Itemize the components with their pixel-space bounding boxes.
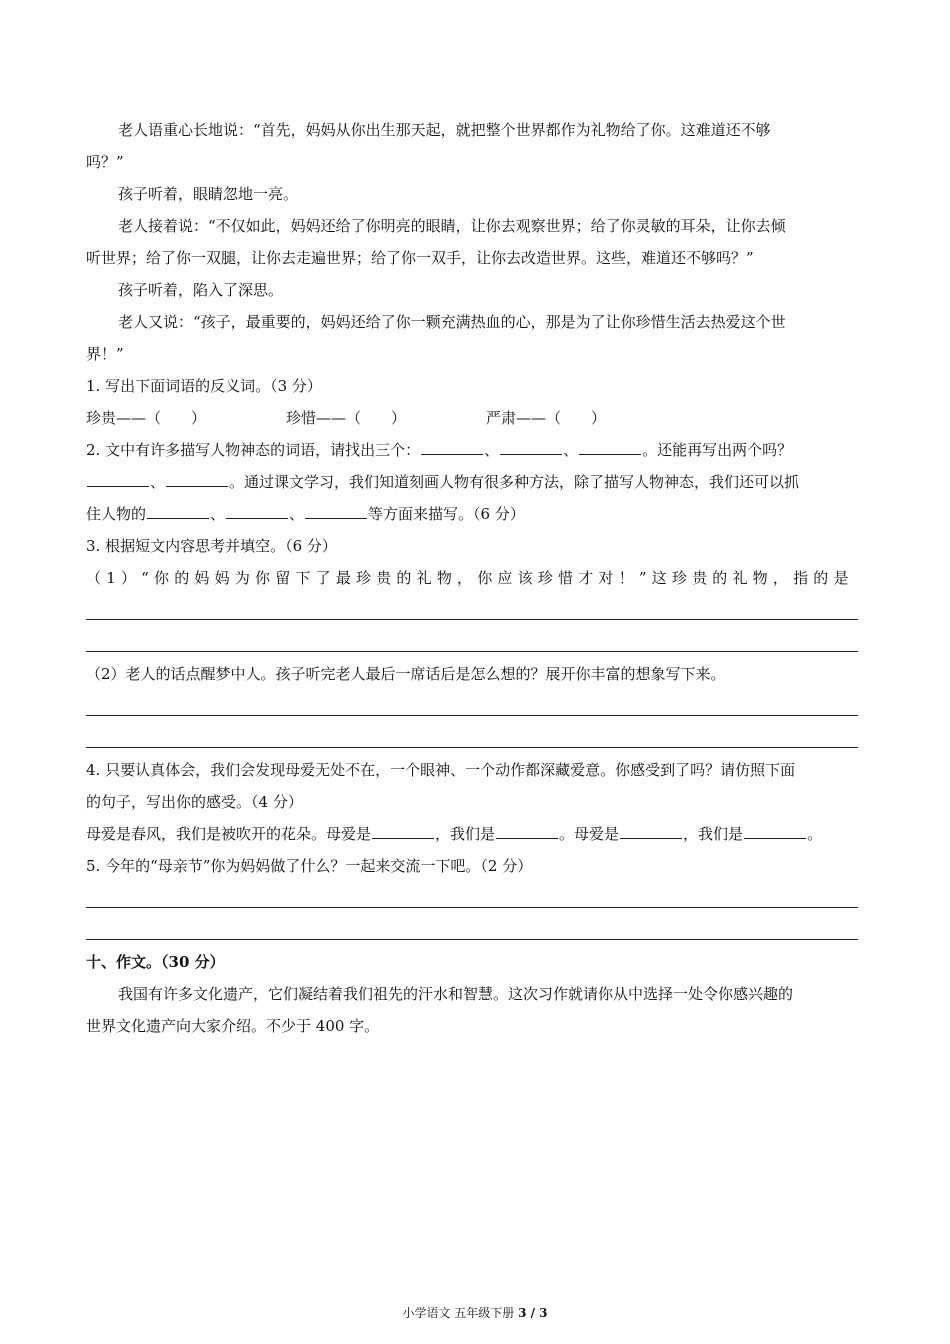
question-4-line-1: 4. 只要认真体会，我们会发现母爱无处不在，一个眼神、一个动作都深藏爱意。你感受到了吗？请仿照下面 <box>86 761 796 779</box>
essay-prompt-line: 我国有许多文化遗产，它们凝结着我们祖先的汗水和智慧。这次习作就请你从中选择一处令你感兴趣的 <box>118 985 794 1003</box>
answer-line[interactable] <box>86 690 858 722</box>
passage-line: 老人语重心长地说：“首先，妈妈从你出生那天起，就把整个世界都作为礼物给了你。这难道还不够 <box>118 121 771 139</box>
question-3-sub-1: （1）“你的妈妈为你留下了最珍贵的礼物，你应该珍惜才对！”这珍贵的礼物，指的是 <box>86 569 854 587</box>
passage-line: 孩子听着，陷入了深思。 <box>118 281 284 299</box>
essay-prompt-line: 世界文化遗产向大家介绍。不少于 400 字。 <box>86 1017 380 1035</box>
question-2-line-2: 、 。通过课文学习，我们知道刻画人物有很多种方法，除了描写人物神态，我们还可以抓 <box>86 466 858 498</box>
answer-blank[interactable] <box>500 440 562 455</box>
page-footer <box>0 1304 950 1321</box>
answer-blank[interactable] <box>620 824 682 839</box>
answer-blank[interactable] <box>147 504 209 519</box>
answer-blank[interactable] <box>496 824 558 839</box>
page-number: 3 / 3 <box>518 1306 548 1320</box>
answer-blank[interactable] <box>305 504 367 519</box>
answer-line[interactable] <box>86 722 858 754</box>
passage-line: 听世界；给了你一双腿，让你去走遍世界；给了你一双手，让你去改造世界。这些，难道还不够吗？” <box>86 249 754 267</box>
question-2-line-1: 2. 文中有许多描写人物神态的词语，请找出三个： 、 、 。还能再写出两个吗？ <box>86 441 793 459</box>
question-4-example: 母爱是春风，我们是被吹开的花朵。母爱是 ，我们是 。母爱是 ，我们是 。 <box>86 825 823 843</box>
answer-blank[interactable] <box>744 824 806 839</box>
answer-blank[interactable] <box>87 472 149 487</box>
passage-line: 老人接着说：“不仅如此，妈妈还给了你明亮的眼睛，让你去观察世界；给了你灵敏的耳朵，让你去倾 <box>118 217 786 235</box>
answer-blank[interactable] <box>166 472 228 487</box>
question-4-line-2: 的句子，写出你的感受。（4 分） <box>86 793 303 811</box>
antonym-item[interactable]: 严肃——（ ） <box>486 409 607 427</box>
answer-blank[interactable] <box>372 824 434 839</box>
antonym-item[interactable]: 珍贵——（ ） <box>86 409 207 427</box>
answer-line[interactable] <box>86 882 858 914</box>
question-3-sub-2: （2）老人的话点醒梦中人。孩子听完老人最后一席话后是怎么想的？展开你丰富的想象写下来。 <box>86 665 726 683</box>
passage-line: 界！” <box>86 345 124 363</box>
question-1-prompt: 1. 写出下面词语的反义词。（3 分） <box>86 377 322 395</box>
footer-label: 小学语文 五年级下册 <box>402 1306 519 1320</box>
answer-blank[interactable] <box>421 440 483 455</box>
essay-heading: 十、作文。（30 分） <box>86 953 225 971</box>
question-1-items <box>86 402 858 434</box>
antonym-item[interactable]: 珍惜——（ ） <box>286 409 407 427</box>
answer-blank[interactable] <box>226 504 288 519</box>
question-5-prompt: 5. 今年的“母亲节”你为妈妈做了什么？一起来交流一下吧。（2 分） <box>86 857 533 875</box>
passage-line: 吗？” <box>86 153 124 171</box>
answer-line[interactable] <box>86 594 858 626</box>
question-2-line-3: 住人物的 、 、 等方面来描写。（6 分） <box>86 505 525 523</box>
answer-line[interactable] <box>86 914 858 946</box>
answer-blank[interactable] <box>579 440 641 455</box>
passage-line: 老人又说：“孩子，最重要的，妈妈还给了你一颗充满热血的心，那是为了让你珍惜生活去热爱这个世 <box>118 313 786 331</box>
exam-page <box>86 114 858 1042</box>
passage-line: 孩子听着，眼睛忽地一亮。 <box>118 185 299 203</box>
answer-line[interactable] <box>86 626 858 658</box>
question-3-prompt: 3. 根据短文内容思考并填空。（6 分） <box>86 537 337 555</box>
